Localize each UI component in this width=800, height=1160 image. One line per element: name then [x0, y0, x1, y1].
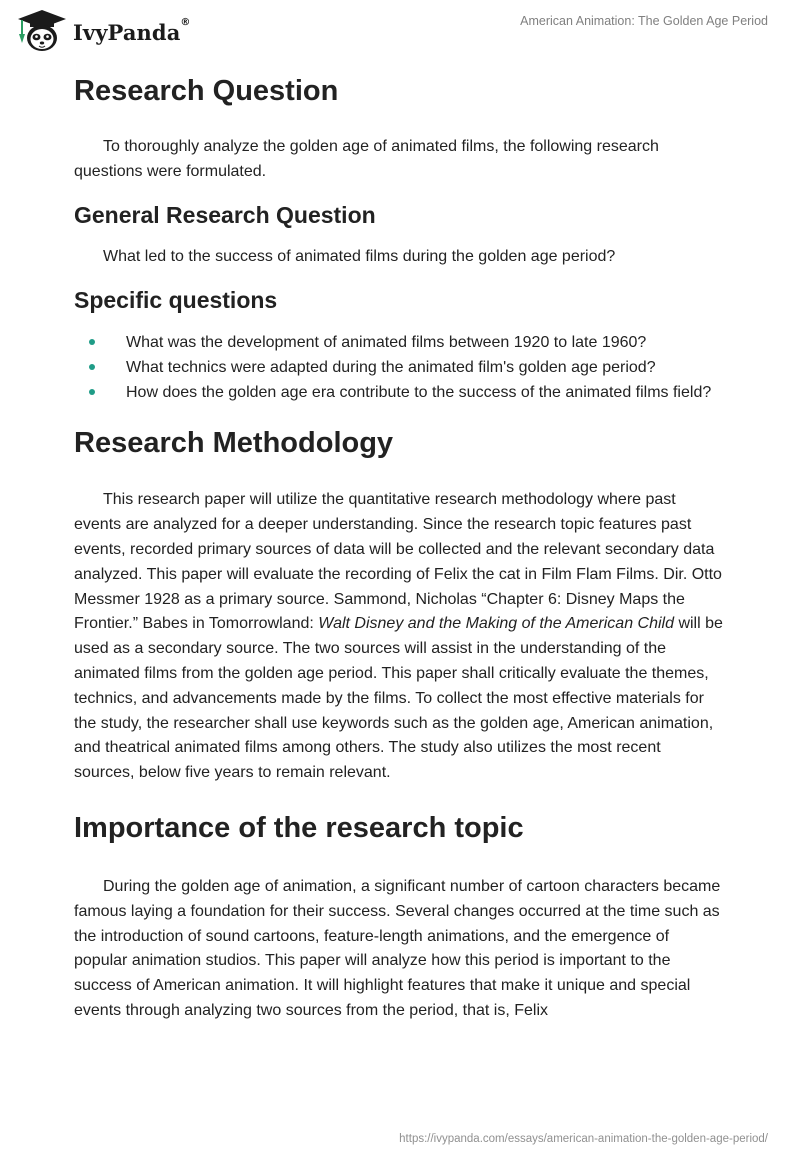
methodology-book-title: Walt Disney and the Making of the American Child: [318, 615, 674, 633]
ivypanda-logo[interactable]: [14, 8, 191, 54]
paragraph-intro: To thoroughly analyze the golden age of animated films, the following research questions were formulated.: [74, 138, 659, 180]
heading-specific-questions: Specific questions: [74, 287, 278, 314]
list-item: [74, 380, 724, 405]
paragraph-importance: During the golden age of animation, a significant number of cartoon characters became famous laying a foundation for their success. Several changes occurred at the time such as the introduction of sound cartoons, feature-length animations, and the emergence of popular animation studios. This paper will analyze how this period is important to the success of American animation. It will highlight features that make it unique and special events through analyzing two sources from the period, that is, Felix: [74, 877, 721, 1019]
list-item-text: What was the development of animated films between 1920 to late 1960?: [126, 334, 647, 352]
methodology-text-part2: will be used as a secondary source. The two sources will assist in the understanding of the animated films from the golden age period. This paper shall critically evaluate the themes, technics, and advancements made by the films. To collect the most effective materials for the study, the researcher shall use keywords such as the golden age, American animation, and theatrical animated films among others. The study also utilizes the most recent sources, below five years to remain relevant.: [74, 615, 723, 782]
list-item: [74, 355, 724, 380]
essay-content: [74, 73, 724, 1024]
registered-mark: ®: [180, 16, 191, 28]
list-item: [74, 330, 724, 355]
brand-name: IvyPanda®: [73, 16, 191, 45]
paragraph-general-question: What led to the success of animated films during the golden age period?: [103, 247, 616, 265]
methodology-text-part1: This research paper will utilize the quantitative research methodology where past events are analyzed for a deeper understanding. Since the research topic features past events, recorded primary sources of data will be collected and the relevant secondary data analyzed. This paper will evaluate the recording of Felix the cat in Film Flam Films. Dir. Otto Messmer 1928 as a primary source. Sammond, Nicholas “Chapter 6: Disney Maps the Frontier.” Babes in Tomorrowland:: [74, 491, 722, 633]
running-title: American Animation: The Golden Age Period: [520, 14, 768, 28]
footer-source-url[interactable]: https://ivypanda.com/essays/american-animation-the-golden-age-period/: [399, 1133, 768, 1145]
bullet-icon: [89, 364, 95, 370]
specific-questions-list: [74, 330, 724, 405]
list-item-text: How does the golden age era contribute to the success of the animated films field?: [126, 384, 712, 402]
heading-research-methodology: Research Methodology: [74, 427, 394, 460]
heading-importance-of-topic: Importance of the research topic: [74, 811, 524, 844]
page-header: [0, 0, 800, 60]
paragraph-methodology: [74, 488, 724, 786]
heading-research-question: Research Question: [74, 75, 339, 107]
panda-graduation-cap-logo-icon: [14, 8, 70, 54]
list-item-text: What technics were adapted during the animated film's golden age period?: [126, 359, 656, 377]
heading-general-research-question: General Research Question: [74, 201, 376, 228]
bullet-icon: [89, 339, 95, 345]
bullet-icon: [89, 389, 95, 395]
